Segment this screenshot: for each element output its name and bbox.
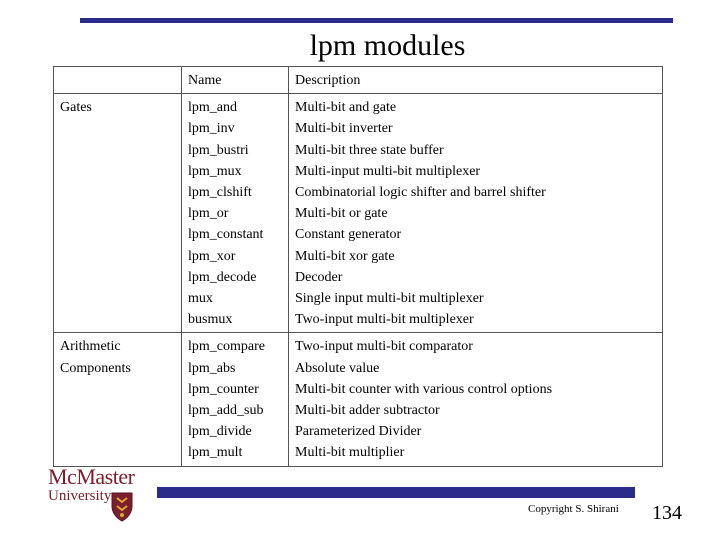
module-description: Single input multi-bit multiplexer	[295, 291, 484, 307]
descriptions-cell	[289, 94, 663, 333]
module-description: Absolute value	[295, 360, 380, 376]
module-name: lpm_xor	[188, 248, 236, 264]
category-cell	[54, 333, 182, 466]
module-description: Combinatorial logic shifter and barrel shifter	[295, 185, 546, 201]
module-description: Multi-bit adder subtractor	[295, 403, 440, 419]
category-line: Components	[60, 360, 131, 376]
slide-title: lpm modules	[309, 29, 466, 62]
module-description: Multi-bit three state buffer	[295, 142, 444, 158]
descriptions-cell	[289, 333, 663, 466]
module-description: Multi-bit xor gate	[295, 248, 395, 264]
module-name: lpm_and	[188, 100, 237, 116]
module-name: busmux	[188, 312, 233, 328]
module-description: Multi-bit or gate	[295, 206, 388, 222]
module-description: Multi-bit multiplier	[295, 445, 405, 461]
lpm-modules-table	[53, 66, 663, 467]
header-category	[54, 67, 182, 94]
names-cell	[182, 94, 289, 333]
module-description: Two-input multi-bit comparator	[295, 339, 473, 355]
module-description: Parameterized Divider	[295, 424, 422, 440]
module-name: mux	[188, 291, 213, 307]
module-name: lpm_divide	[188, 424, 252, 440]
page-number: 134	[652, 502, 682, 524]
table-header-row	[54, 67, 663, 94]
module-name: lpm_counter	[188, 381, 259, 397]
module-name: lpm_add_sub	[188, 403, 264, 419]
module-description: Multi-input multi-bit multiplexer	[295, 163, 481, 179]
category-line: Arithmetic	[60, 339, 121, 355]
logo-wordmark: McMaster	[48, 464, 135, 489]
top-rule	[80, 18, 673, 23]
copyright-text: Copyright S. Shirani	[528, 503, 619, 515]
module-description: Multi-bit and gate	[295, 100, 397, 116]
header-name: Name	[182, 67, 289, 94]
module-name: lpm_compare	[188, 339, 265, 355]
table-row-arithmetic	[54, 333, 663, 466]
header-description: Description	[289, 67, 663, 94]
table-row-gates	[54, 94, 663, 333]
module-description: Decoder	[295, 269, 343, 285]
category-cell	[54, 94, 182, 333]
module-name: lpm_mux	[188, 163, 242, 179]
module-description: Multi-bit counter with various control options	[295, 381, 553, 397]
module-name: lpm_bustri	[188, 142, 249, 158]
module-name: lpm_constant	[188, 227, 264, 243]
module-description: Two-input multi-bit multiplexer	[295, 312, 474, 328]
module-name: lpm_decode	[188, 269, 257, 285]
crest-icon	[111, 492, 133, 522]
module-description: Constant generator	[295, 227, 402, 243]
names-cell	[182, 333, 289, 466]
module-name: lpm_inv	[188, 121, 235, 137]
category-line: Gates	[60, 100, 92, 116]
module-name: lpm_mult	[188, 445, 243, 461]
module-description: Multi-bit inverter	[295, 121, 393, 137]
module-name: lpm_or	[188, 206, 229, 222]
module-name: lpm_clshift	[188, 185, 252, 201]
bottom-rule	[157, 487, 635, 498]
module-name: lpm_abs	[188, 360, 236, 376]
logo-subtitle: University	[48, 488, 112, 504]
